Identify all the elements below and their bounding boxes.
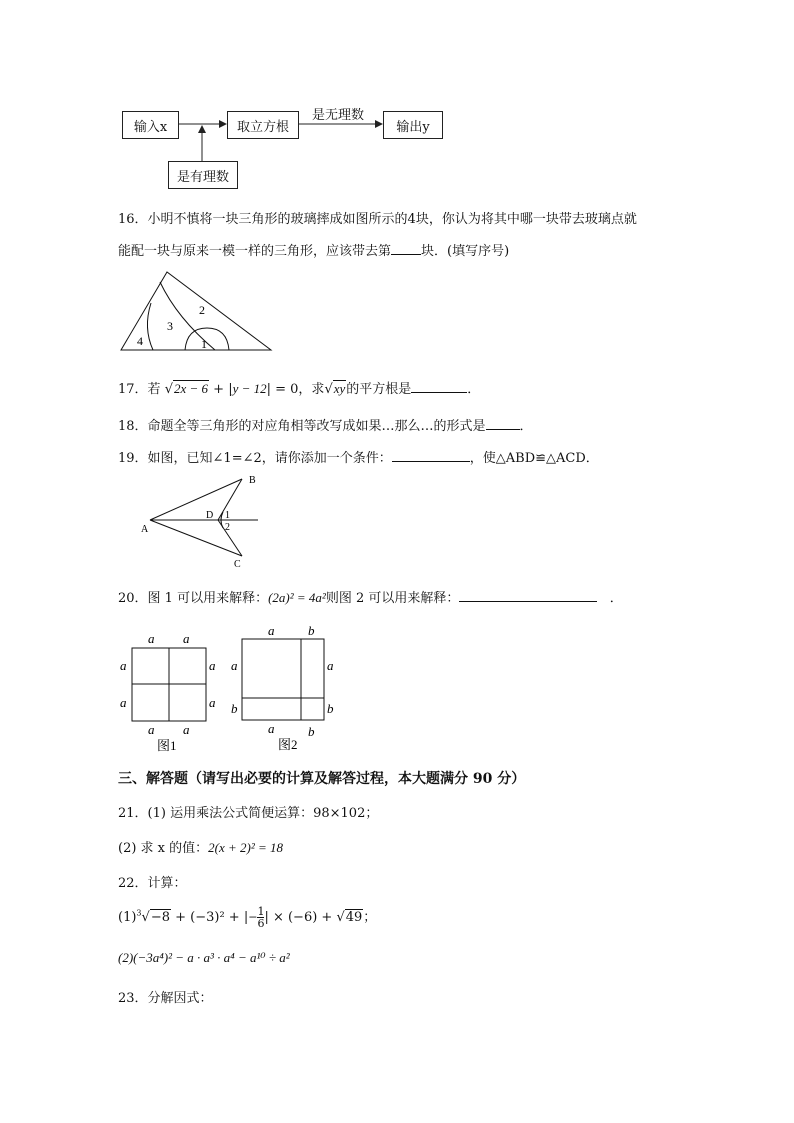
q22-frac-num: 1	[257, 905, 265, 918]
q22-frac-den: 6	[257, 917, 265, 930]
q20-fig2	[228, 620, 348, 755]
fig2-label-a: a	[268, 721, 275, 736]
fig1-label-a: a	[148, 722, 155, 737]
q22-part1-end: ；	[363, 910, 377, 925]
q16-line2-b: 块．(填写序号)	[421, 244, 510, 259]
q22-sqrt: 49	[345, 910, 363, 925]
q18-end: ．	[519, 419, 533, 434]
q20-end: ．	[609, 591, 623, 606]
flow-irrational-label: 是无理数	[312, 108, 365, 123]
q17-eq: = 0，求	[275, 382, 325, 397]
q19-diagram	[138, 472, 268, 570]
flow-rational-label: 是有理数	[176, 169, 229, 185]
q18-line	[118, 415, 533, 434]
q21-part2-prefix: (2) 求 x 的值：	[118, 841, 209, 856]
fig1-label-a: a	[148, 631, 155, 646]
point-label-a: A	[141, 524, 149, 535]
sqrt-symbol: √	[141, 910, 150, 925]
sqrt-symbol: √	[324, 382, 333, 397]
q21-part1: 21．(1) 运用乘法公式简便运算：98×102；	[118, 806, 379, 821]
q19-prefix: 19．如图，已知∠1=∠2，请你添加一个条件：	[118, 451, 392, 466]
q16-piece-label: 1	[201, 337, 207, 351]
q17-end: ．	[467, 382, 481, 397]
q20-formula: (2a)² = 4a²	[268, 590, 326, 605]
q16-line2	[118, 240, 509, 259]
q16-piece-label: 4	[137, 334, 143, 348]
fig2-label-b: b	[308, 623, 315, 638]
q23-title: 23．分解因式：	[118, 991, 213, 1006]
q16-broken-triangle	[115, 268, 280, 358]
q19-line	[118, 447, 599, 466]
q17-expr2: xy	[333, 381, 346, 396]
q17-expr1: 2x − 6	[173, 381, 209, 396]
angle-label-1: 1	[225, 510, 230, 521]
q17-abs: y − 12	[232, 381, 267, 396]
q16-piece-label: 2	[199, 303, 205, 317]
q20-line	[118, 587, 623, 606]
q20-fig1	[115, 628, 225, 758]
q21-part2-expr: 2(x + 2)² = 18	[208, 840, 284, 855]
fig1-caption: 图1	[157, 738, 177, 753]
fig1-label-a: a	[120, 695, 127, 710]
q22-cbrt: −8	[150, 910, 170, 925]
q22-title: 22．计算：	[118, 876, 187, 891]
sqrt-symbol: √	[164, 382, 173, 397]
q22-part1: $(1)^3√-8 + (-3)^2$ + |− $\frac{1}{6}$ | × (−6) + √49；	[118, 905, 377, 930]
q19-answer-blank[interactable]	[392, 449, 470, 462]
fig2-caption: 图2	[278, 737, 298, 752]
q22-part1-c: × (−6) +	[272, 910, 333, 925]
fig2-label-a: a	[327, 658, 334, 673]
fig1-label-a: a	[183, 631, 190, 646]
fig2-label-b: b	[327, 701, 334, 716]
q17-line: 17．若 √2x − 6 + |y − 12| = 0，求√xy的平方根是 ．	[118, 381, 481, 397]
q18-answer-blank[interactable]	[486, 417, 520, 430]
q16-line1: 16．小明不慎将一块三角形的玻璃摔成如图所示的4块，你认为将其中哪一块带去玻璃点就	[118, 212, 637, 227]
q22-part2: (2)(−3a⁴)² − a · a³ · a⁴ − a¹⁰ ÷ a²	[118, 950, 290, 965]
flow-output-label: 输出y	[396, 119, 430, 135]
flow-cube-root-label: 取立方根	[236, 119, 289, 135]
fig1-label-a: a	[183, 722, 190, 737]
sqrt-symbol: √	[336, 910, 345, 925]
fig2-label-b: b	[231, 701, 238, 716]
point-label-c: C	[234, 559, 241, 570]
point-label-b: B	[249, 475, 256, 486]
fig1-label-a: a	[209, 658, 216, 673]
q18-text: 18．命题全等三角形的对应角相等改写成如果…那么…的形式是	[118, 419, 486, 434]
flow-arrows	[0, 0, 794, 200]
angle-label-2: 2	[225, 522, 230, 533]
fig2-label-a: a	[231, 658, 238, 673]
q20-answer-blank[interactable]	[459, 589, 597, 602]
fig1-label-a: a	[209, 695, 216, 710]
section3-title: 三、解答题（请写出必要的计算及解答过程，本大题满分 90 分）	[118, 771, 526, 787]
fig2-label-b: b	[308, 724, 315, 739]
q17-prefix: 17．若	[118, 382, 161, 397]
q22-fraction: − $\frac{1}{6}$	[248, 905, 265, 930]
q19-mid: ，使△ABD≌△ACD．	[469, 451, 599, 466]
q17-answer-blank[interactable]	[411, 380, 467, 393]
q16-line2-a: 能配一块与原来一模一样的三角形，应该带去第	[118, 244, 392, 259]
q21-part2	[118, 837, 283, 856]
q20-prefix: 20．图 1 可以用来解释：	[118, 591, 269, 606]
q16-piece-label: 3	[167, 319, 173, 333]
point-label-d: D	[206, 510, 214, 521]
fig1-label-a: a	[120, 658, 127, 673]
q22-part1-label: (1)	[118, 910, 137, 925]
q22-part1-b: + (−3)² +	[175, 910, 240, 925]
q16-answer-blank[interactable]	[391, 242, 421, 255]
q17-suffix: 的平方根是	[346, 382, 412, 397]
q20-mid: 则图 2 可以用来解释：	[325, 591, 460, 606]
fig2-label-a: a	[268, 623, 275, 638]
flow-input-label: 输入x	[133, 119, 168, 135]
